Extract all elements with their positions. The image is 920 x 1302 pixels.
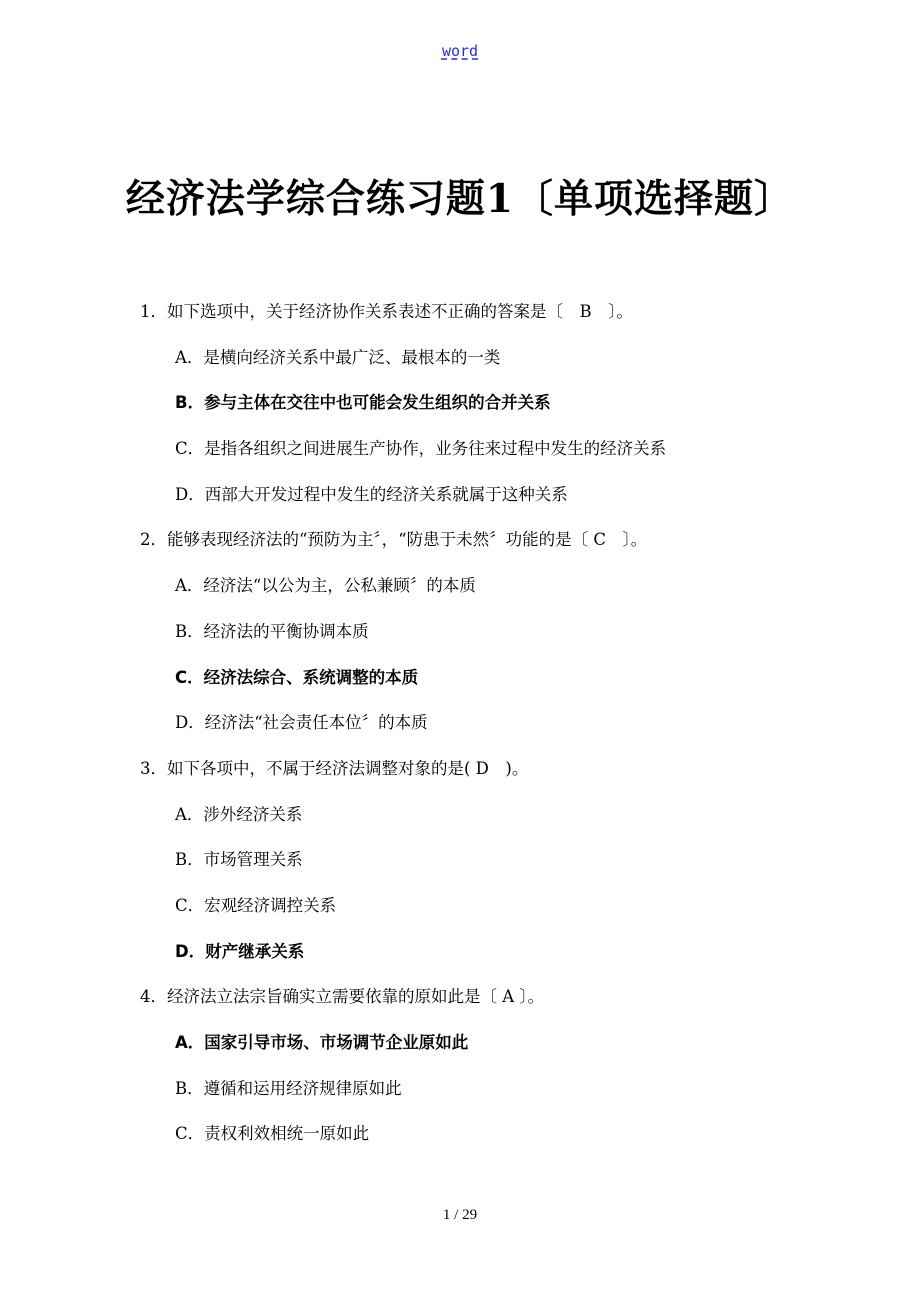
question-1-option-b-correct: B．参与主体在交往中也可能会发生组织的合并关系 (175, 393, 551, 413)
question-4-option-c: C．责权利效相统一原如此 (175, 1124, 370, 1144)
question-3-option-c: C．宏观经济调控关系 (175, 895, 337, 915)
question-1: 1．如下选项中，关于经济协作关系表述不正确的答案是〔 B 〕。 (140, 302, 633, 321)
question-4: 4．经济法立法宗旨确实立需要依靠的原如此是〔 A 〕。 (140, 987, 545, 1007)
question-2-option-c-correct: C．经济法综合、系统调整的本质 (175, 667, 419, 687)
question-3-option-a: A．涉外经济关系 (175, 804, 303, 824)
question-1-option-a: A．是横向经济关系中最广泛、最根本的一类 (175, 347, 501, 367)
question-4-option-a-correct: A．国家引导市场、市场调节企业原如此 (175, 1033, 469, 1052)
question-1-option-d: D．西部大开发过程中发生的经济关系就属于这种关系 (175, 484, 568, 504)
question-3: 3．如下各项中，不属于经济法调整对象的是( D )。 (140, 758, 529, 778)
question-3-option-b: B．市场管理关系 (175, 850, 303, 870)
question-2-option-a: A．经济法“以公为主，公私兼顾〞的本质 (175, 576, 476, 596)
page-indicator: 1 / 29 (442, 1207, 478, 1223)
question-4-option-b: B．遵循和运用经济规律原如此 (175, 1078, 402, 1098)
question-2: 2．能够表现经济法的“预防为主〞，“防患于未然〞功能的是〔 C 〕。 (140, 530, 648, 550)
question-2-option-b: B．经济法的平衡协调本质 (175, 621, 369, 641)
question-list (140, 297, 860, 1165)
question-1-option-c: C．是指各组织之间进展生产协作，业务往来过程中发生的经济关系 (175, 439, 667, 459)
question-2-option-d: D．经济法“社会责任本位〞的本质 (175, 713, 428, 733)
page-title: 经济法学综合练习题1〔单项选择题〕 (125, 176, 795, 222)
header-word-link[interactable]: word (441, 42, 479, 60)
question-3-option-d-correct: D．财产继承关系 (175, 941, 305, 961)
